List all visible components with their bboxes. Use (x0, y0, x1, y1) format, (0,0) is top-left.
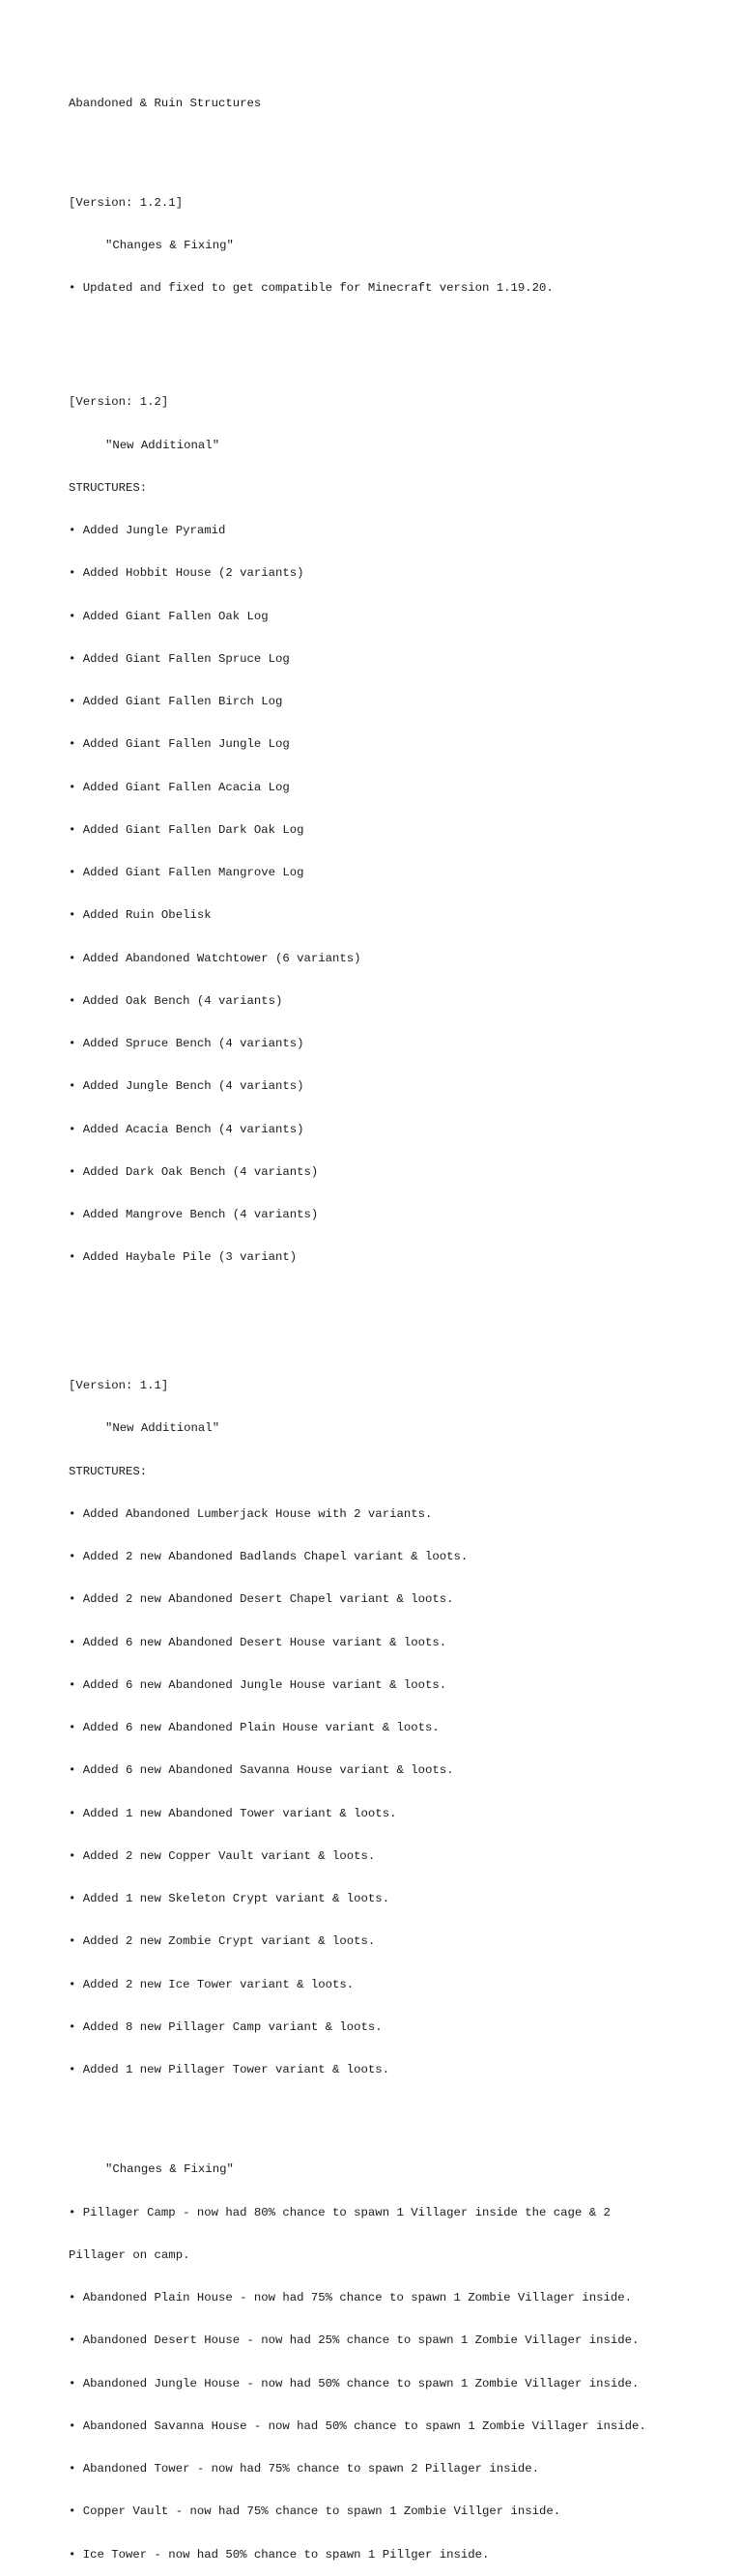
list-item: • Added 2 new Zombie Crypt variant & loots. (69, 1934, 376, 1949)
list-item: • Added 2 new Abandoned Desert Chapel variant & loots. (69, 1592, 454, 1607)
spacer (69, 139, 726, 154)
fix-item: • Ice Tower - now had 50% chance to spawn 1 Pillger inside. (69, 2547, 490, 2562)
list-item: • Added 2 new Abandoned Badlands Chapel variant & loots. (69, 1550, 469, 1563)
fix-item: • Abandoned Plain House - now had 75% chance to spawn 1 Zombie Villager inside. (69, 2291, 632, 2304)
version-1-2-1-header: [Version: 1.2.1] (69, 195, 184, 210)
fix-item: • Abandoned Jungle House - now had 50% chance to spawn 1 Zombie Villager inside. (69, 2376, 640, 2390)
version-1-2-1-item: • Updated and fixed to get compatible for Minecraft version 1.19.20. (69, 281, 554, 296)
list-item: • Added 6 new Abandoned Jungle House variant & loots. (69, 1677, 447, 1692)
fix-item: • Pillager Camp - now had 80% chance to spawn 1 Villager inside the cage & 2 (69, 2205, 611, 2219)
spacer (69, 325, 726, 354)
list-item: • Added 2 new Ice Tower variant & loots. (69, 1977, 355, 1991)
list-item: • Added 1 new Abandoned Tower variant & loots. (69, 1806, 397, 1820)
version-1-2-section: STRUCTURES: (69, 480, 148, 495)
fix-item: • Abandoned Desert House - now had 25% chance to spawn 1 Zombie Villager inside. (69, 2333, 640, 2348)
list-item: • Added Giant Fallen Jungle Log (69, 737, 290, 752)
list-item: • Added Haybale Pile (3 variant) (69, 1250, 298, 1265)
list-item: • Added Oak Bench (4 variants) (69, 993, 283, 1008)
list-item: • Added 6 new Abandoned Plain House variant & loots. (69, 1721, 440, 1734)
list-item: • Added Jungle Bench (4 variants) (69, 1079, 304, 1094)
list-item: • Added 6 new Abandoned Savanna House variant & loots. (69, 1763, 454, 1778)
list-item: • Added Dark Oak Bench (4 variants) (69, 1164, 319, 1179)
list-item: • Added Giant Fallen Mangrove Log (69, 866, 304, 879)
list-item: • Added 1 new Pillager Tower variant & loots. (69, 2063, 390, 2076)
fix-item: • Abandoned Savanna House - now had 50% chance to spawn 1 Zombie Villager inside. (69, 2419, 646, 2433)
spacer (69, 1294, 726, 1336)
fix-item: • Abandoned Tower - now had 75% chance to spawn 2 Pillager inside. (69, 2462, 540, 2476)
list-item: • Added 1 new Skeleton Crypt variant & loots. (69, 1892, 390, 1905)
fix-item: • Copper Vault - now had 75% chance to spawn 1 Zombie Villger inside. (69, 2504, 561, 2519)
list-item: • Added Mangrove Bench (4 variants) (69, 1208, 319, 1221)
version-1-1-header: [Version: 1.1] (69, 1379, 169, 1392)
list-item: • Added Hobbit House (2 variants) (69, 566, 304, 581)
fix-item: Pillager on camp. (69, 2247, 190, 2262)
list-item: • Added Abandoned Lumberjack House with 2 variants. (69, 1506, 433, 1521)
list-item: • Added 2 new Copper Vault variant & loots. (69, 1848, 376, 1863)
list-item: • Added Ruin Obelisk (69, 908, 212, 923)
list-item: • Added Giant Fallen Spruce Log (69, 651, 290, 666)
list-item: • Added Giant Fallen Oak Log (69, 609, 269, 623)
list-item: • Added Giant Fallen Dark Oak Log (69, 822, 304, 837)
version-1-1-section: STRUCTURES: (69, 1464, 148, 1478)
version-1-2-header: [Version: 1.2] (69, 395, 169, 410)
list-item: • Added Giant Fallen Acacia Log (69, 780, 290, 794)
list-item: • Added Jungle Pyramid (69, 524, 226, 537)
list-item: • Added Abandoned Watchtower (6 variants) (69, 951, 361, 965)
list-item: • Added Giant Fallen Birch Log (69, 695, 283, 708)
list-item: • Added Acacia Bench (4 variants) (69, 1122, 304, 1136)
document-title: Abandoned & Ruin Structures (69, 96, 262, 110)
spacer (69, 2105, 726, 2120)
list-item: • Added 6 new Abandoned Desert House variant & loots. (69, 1635, 447, 1649)
version-1-1-subheader: "New Additional" (105, 1421, 220, 1436)
version-1-2-1-subheader: "Changes & Fixing" (105, 239, 234, 252)
version-1-2-subheader: "New Additional" (105, 438, 220, 452)
list-item: • Added Spruce Bench (4 variants) (69, 1037, 304, 1050)
list-item: • Added 8 new Pillager Camp variant & loots. (69, 2019, 383, 2034)
version-1-1-fix-subheader: "Changes & Fixing" (105, 2162, 234, 2177)
changelog-document (69, 68, 726, 2576)
